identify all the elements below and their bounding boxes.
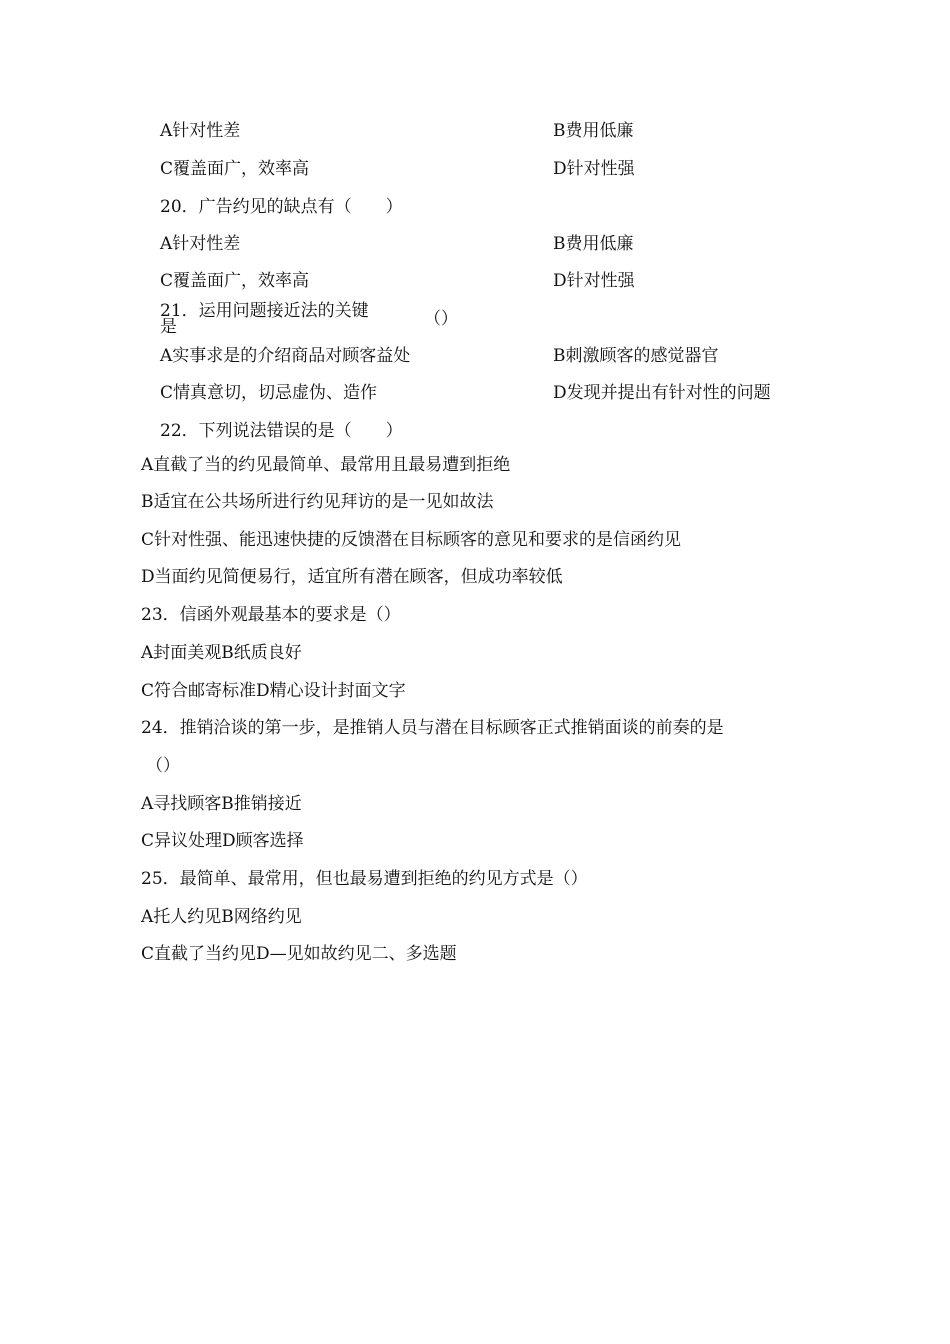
q20-option-b: B费用低廉 bbox=[553, 234, 634, 254]
q21-answer-paren: （） bbox=[424, 309, 458, 329]
q20-option-a: A针对性差 bbox=[160, 234, 241, 254]
q21-option-b: B刺激顾客的感觉器官 bbox=[553, 346, 719, 366]
q25-options-ab: A托人约见B网络约见 bbox=[141, 907, 302, 927]
q21-stem-line2: 是 bbox=[160, 317, 177, 337]
q20-stem: 20．广告约见的缺点有（ ） bbox=[160, 197, 403, 217]
q24-stem-line1: 24．推销洽谈的第一步，是推销人员与潜在目标顾客正式推销面谈的前奏的是 bbox=[141, 718, 724, 738]
q24-options-ab: A寻找顾客B推销接近 bbox=[141, 794, 302, 814]
q21-option-c: C情真意切，切忌虚伪、造作 bbox=[160, 383, 378, 403]
q23-stem: 23．信函外观最基本的要求是（） bbox=[141, 605, 401, 625]
q19-option-b: B费用低廉 bbox=[553, 121, 634, 141]
q19-option-c: C覆盖面广，效率高 bbox=[160, 159, 310, 179]
q22-option-c: C针对性强、能迅速快捷的反馈潜在目标顾客的意见和要求的是信函约见 bbox=[141, 530, 682, 550]
q22-option-b: B适宜在公共场所进行约见拜访的是一见如故法 bbox=[141, 492, 494, 512]
q21-option-a: A实事求是的介绍商品对顾客益处 bbox=[160, 346, 411, 366]
q22-option-a: A直截了当的约见最简单、最常用且最易遭到拒绝 bbox=[141, 455, 511, 475]
q22-option-d: D当面约见简便易行，适宜所有潜在顾客，但成功率较低 bbox=[141, 567, 563, 587]
q20-option-d: D针对性强 bbox=[553, 271, 635, 291]
q21-option-d: D发现并提出有针对性的问题 bbox=[553, 383, 771, 403]
q20-option-c: C覆盖面广，效率高 bbox=[160, 271, 310, 291]
q24-stem-line2: （） bbox=[146, 756, 180, 776]
q25-stem: 25．最简单、最常用，但也最易遭到拒绝的约见方式是（） bbox=[141, 869, 588, 889]
q22-stem: 22．下列说法错误的是（ ） bbox=[160, 421, 403, 441]
q21-stem-line1: 21．运用问题接近法的关键 bbox=[160, 301, 369, 321]
q23-options-cd: C符合邮寄标准D精心设计封面文字 bbox=[141, 681, 406, 701]
q19-option-d: D针对性强 bbox=[553, 159, 635, 179]
q19-option-a: A针对性差 bbox=[160, 121, 241, 141]
q24-options-cd: C异议处理D顾客选择 bbox=[141, 831, 304, 851]
q23-options-ab: A封面美观B纸质良好 bbox=[141, 643, 302, 663]
q25-options-cd: C直截了当约见D—见如故约见二、多选题 bbox=[141, 944, 457, 964]
